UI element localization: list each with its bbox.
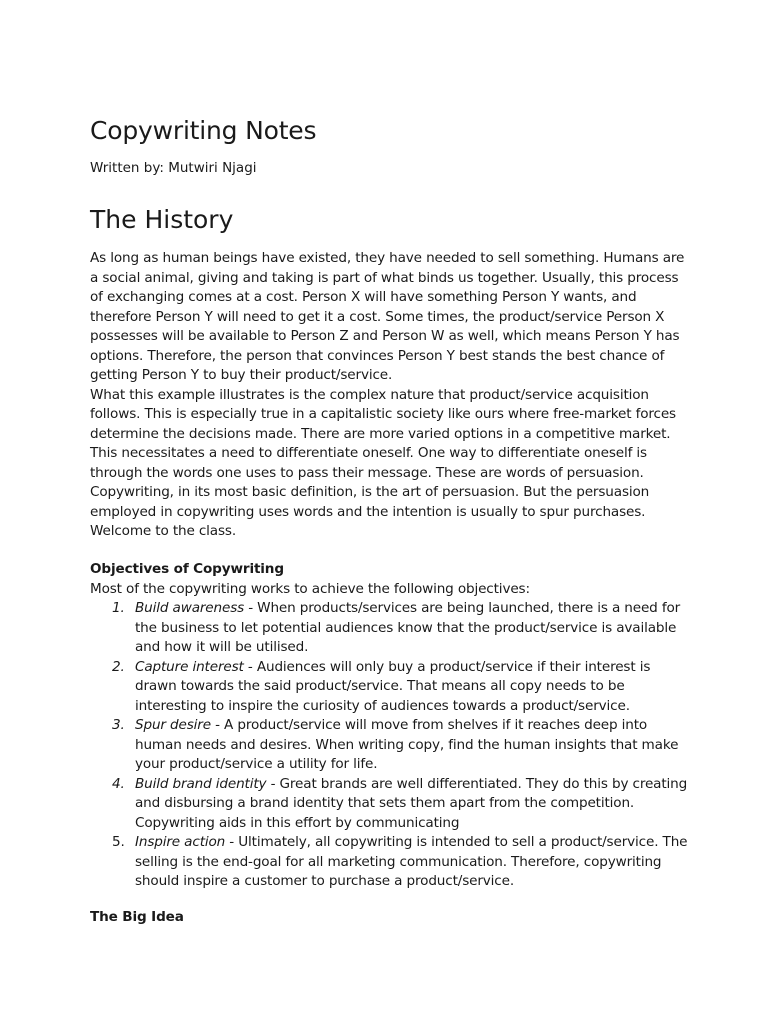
list-item	[90, 716, 688, 775]
list-item-text: - When products/services are being launched, there is a need for the business to let potential audiences know that the product/service is available and how it will be utilised.	[135, 600, 681, 655]
list-item-text: - Ultimately, all copywriting is intended to sell a product/service. The selling is the end-goal for all marketing communication. Therefore, copywriting should inspire a customer to purchase a product/service.	[135, 834, 688, 889]
big-idea-heading: The Big Idea	[90, 909, 184, 925]
history-paragraph-3: Copywriting, in its most basic definition, is the art of persuasion. But the persuasion employed in copywriting uses words and the intention is usually to spur purchases. Welcome to the class.	[90, 484, 650, 539]
objectives-section	[90, 560, 688, 892]
list-item-number: 4.	[112, 775, 125, 792]
list-item-term: Capture interest	[135, 658, 244, 675]
list-item-term: Inspire action	[135, 834, 226, 850]
list-item	[90, 775, 688, 834]
history-paragraph-2: What this example illustrates is the complex nature that product/service acquisition follows. This is especially true in a capitalistic society like ours where free-market forces determine the decisions made. There are more varied options in a competitive market. This necessitates a need to differentiate oneself. One way to differentiate oneself is through the words one uses to pass their message. These are words of persuasion.	[90, 386, 676, 481]
list-item-text: - Great brands are well differentiated. They do this by creating and disbursing a brand identity that sets them apart from the competition. Copywriting aids in this effort by communicating	[135, 775, 688, 831]
list-item-text: - Audiences will only buy a product/service if their interest is drawn towards the said product/service. That means all copy needs to be interesting to inspire the curiosity of audiences towards a product/service.	[135, 658, 651, 714]
list-item-term: Build awareness	[135, 600, 245, 616]
history-section	[90, 249, 688, 542]
list-item	[90, 599, 688, 658]
history-paragraph-1: As long as human beings have existed, they have needed to sell something. Humans are a social animal, giving and taking is part of what binds us together. Usually, this process of exchanging comes at a cost. Person X will have something Person Y wants, and therefore Person Y will need to get it a cost. Some times, the product/service Person X possesses will be available to Person Z and Person W as well, which means Person Y has options. Therefore, the person that convinces Person Y best stands the best chance of getting Person Y to buy their product/service.	[90, 250, 685, 383]
big-idea-section	[90, 908, 688, 928]
section-heading-history: The History	[90, 205, 234, 234]
list-item-text: - A product/service will move from shelves if it reaches deep into human needs and desires. When writing copy, find the human insights that make your product/service a utility for life.	[135, 717, 679, 772]
list-item-term: Build brand identity	[135, 775, 267, 792]
list-item-number: 2.	[112, 658, 125, 675]
objectives-heading: Objectives of Copywriting	[90, 561, 284, 577]
author-byline: Written by: Mutwiri Njagi	[90, 160, 257, 176]
list-item-number: 1.	[112, 600, 125, 616]
list-item-number: 5.	[112, 834, 125, 850]
objectives-list	[90, 599, 688, 892]
objectives-intro: Most of the copywriting works to achieve the following objectives:	[90, 580, 530, 597]
list-item	[90, 658, 688, 717]
list-item	[90, 833, 688, 892]
list-item-number: 3.	[112, 717, 125, 733]
list-item-term: Spur desire	[135, 717, 211, 733]
document-title: Copywriting Notes	[90, 116, 317, 145]
